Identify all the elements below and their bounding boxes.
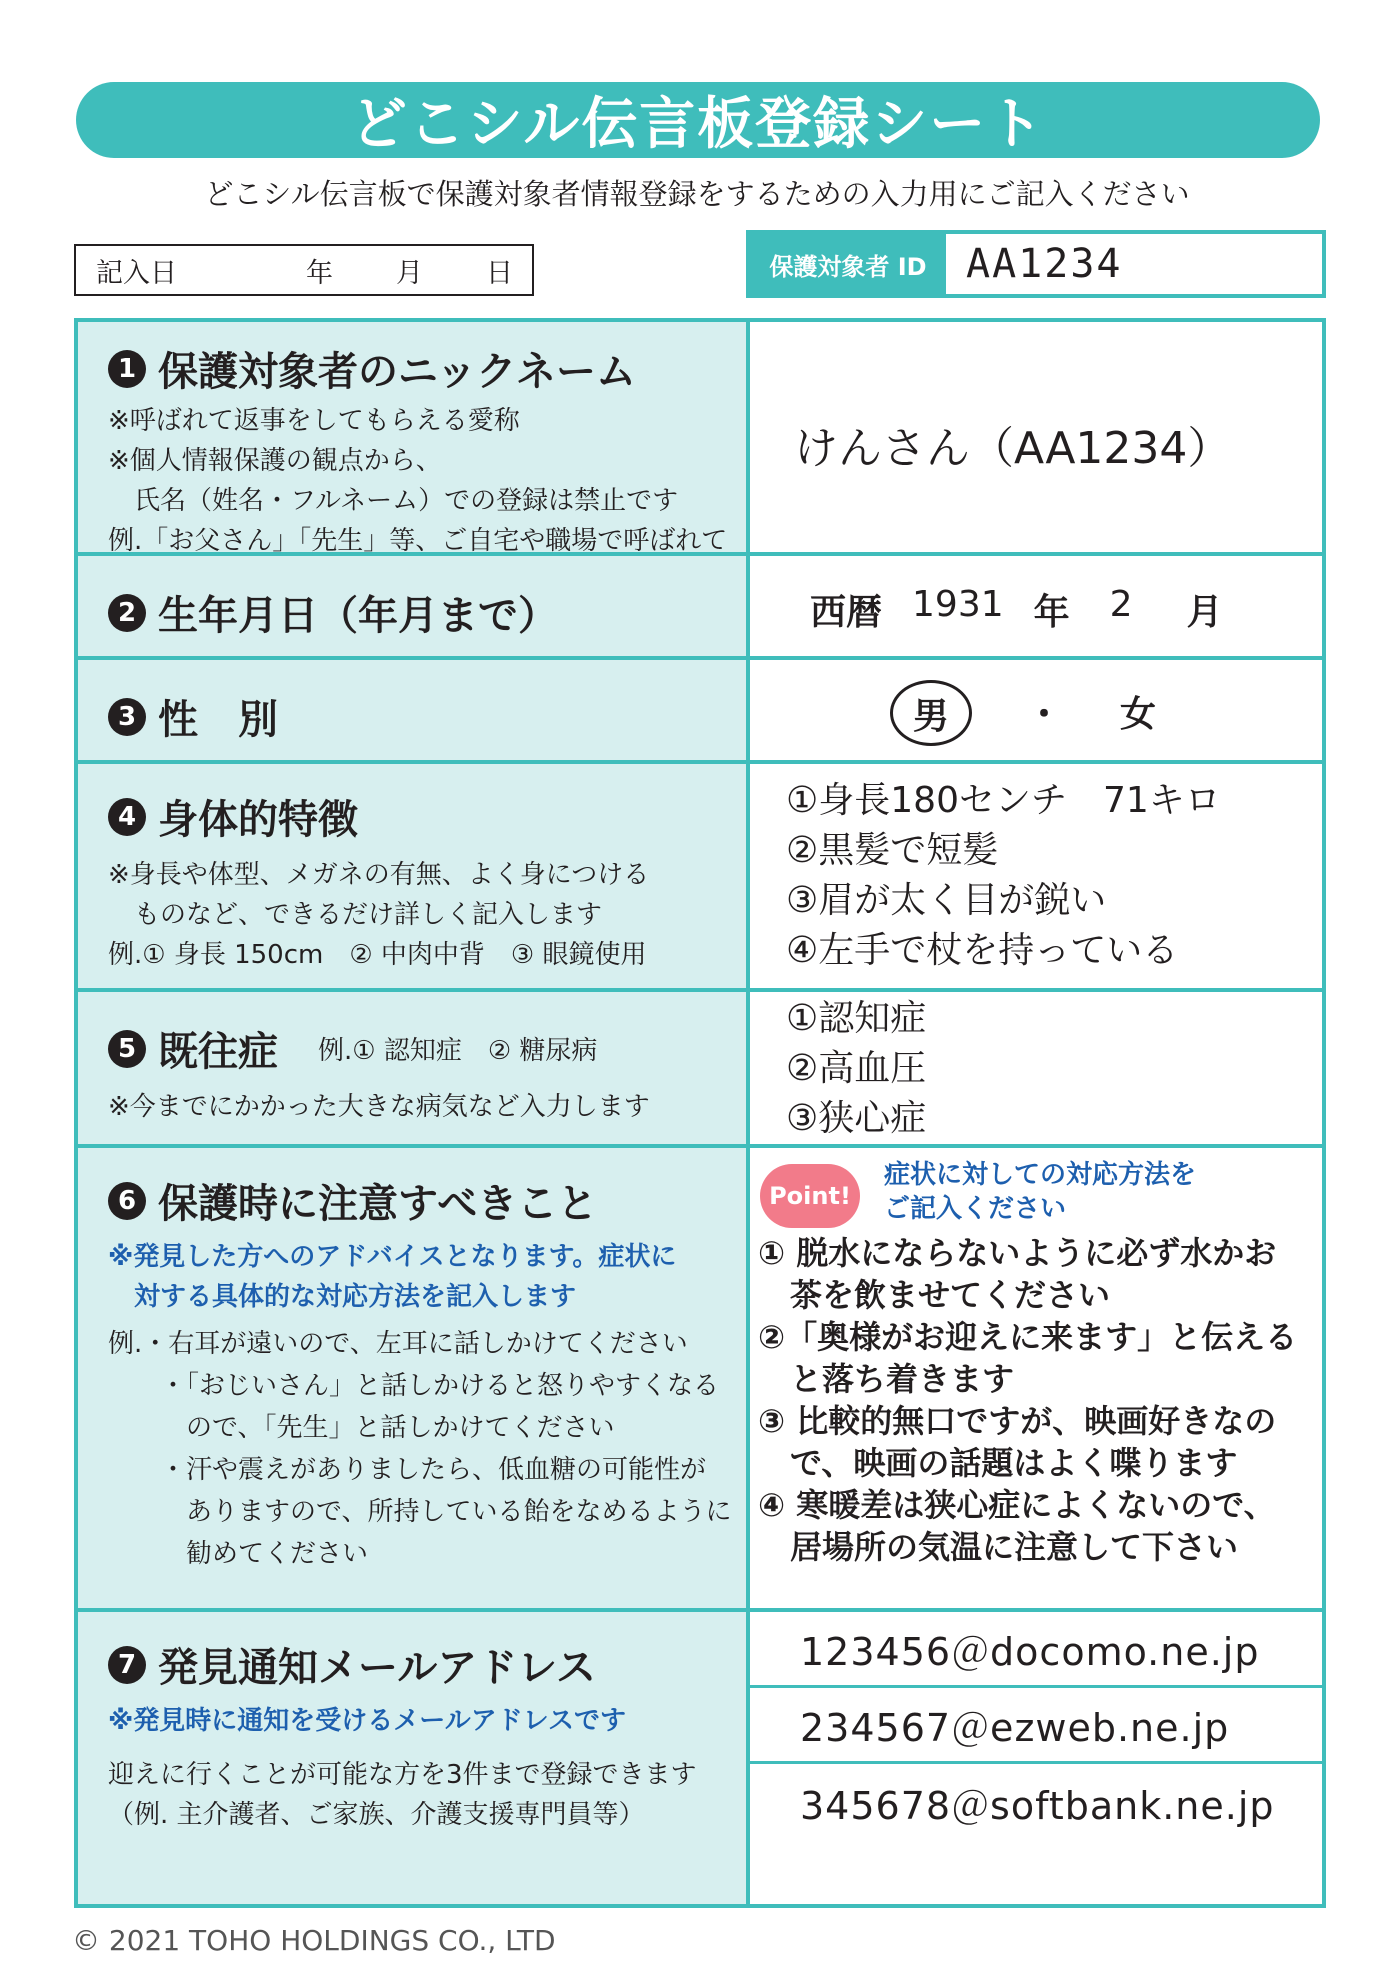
gender-separator: ・ [1026,694,1063,735]
protected-id-label: 保護対象者 ID [750,234,946,294]
protected-id-value[interactable]: AA1234 [966,241,1123,287]
caution-example: ありますので、所持している飴をなめるように [108,1497,732,1527]
caution-blue-note: 対する具体的な対応方法を記入します [108,1282,577,1312]
year-label: 年 [306,257,333,289]
row-history [78,992,1322,1148]
email-note: （例. 主介護者、ご家族、介護支援専門員等） [108,1800,645,1830]
entry-date-label: 記入日 [96,257,177,289]
email-address-1[interactable]: 123456＠docomo.ne.jp [750,1612,1322,1688]
caution-value: ① 脱水にならないように必ず水かお [758,1234,1277,1272]
physical-input[interactable] [750,764,1322,988]
number-badge: 1 [108,350,146,388]
caution-value: ④ 寒暖差は狭心症によくないので、 [758,1486,1276,1524]
era-label: 西暦 [810,592,883,633]
history-value: ①認知症 [786,998,927,1039]
year-unit: 年 [1033,592,1070,633]
month-label: 月 [396,257,423,289]
number-badge: 6 [108,1182,146,1220]
nickname-heading: 保護対象者のニックネーム [158,349,636,395]
history-value: ②高血圧 [786,1048,927,1089]
row-gender [78,660,1322,764]
gender-input[interactable] [750,660,1322,760]
email-address-3[interactable]: 345678＠softbank.ne.jp [800,1783,1275,1828]
email-note: 迎えに行くことが可能な方を3件まで登録できます [108,1760,697,1790]
caution-value: 居場所の気温に注意して下さい [758,1528,1239,1566]
birth-month: 2 [1109,584,1133,625]
number-badge: 5 [108,1030,146,1068]
number-badge: 3 [108,698,146,736]
nickname-value: けんさん（AA1234） [794,423,1232,474]
caution-example: 勧めてください [108,1539,369,1569]
month-unit: 月 [1186,592,1223,633]
point-text: ご記入ください [884,1194,1067,1224]
birth-year: 1931 [912,584,1004,625]
number-badge: 4 [108,798,146,836]
email-input-group [750,1612,1322,1904]
history-note: ※今までにかかった大きな病気など入力します [108,1092,650,1122]
physical-note: ※身長や体型、メガネの有無、よく身につける [108,860,650,890]
caution-input[interactable] [750,1148,1322,1608]
history-input[interactable] [750,992,1322,1144]
caution-example: ・「おじいさん」と話しかけると怒りやすくなる [108,1371,720,1401]
physical-note: ものなど、できるだけ詳しく記入します [108,900,603,930]
nickname-note: 例.「お父さん」「先生」等、ご自宅や職場で呼ばれて [108,526,728,556]
gender-male-circled[interactable]: 男 [890,680,972,746]
history-example: 例.① 認知症 ② 糖尿病 [318,1036,598,1066]
physical-note: 例.① 身長 150cm ② 中肉中背 ③ 眼鏡使用 [108,940,647,970]
caution-value: で、映画の話題はよく喋ります [758,1444,1238,1482]
caution-example: 例.・右耳が遠いので、左耳に話しかけてください [108,1329,688,1359]
physical-instructions [78,764,750,988]
history-heading: 既往症 [158,1029,278,1075]
history-instructions [78,992,750,1144]
caution-blue-note: ※発見した方へのアドバイスとなります。症状に [108,1242,677,1272]
entry-date-field[interactable] [74,244,534,296]
nickname-note: 氏名（姓名・フルネーム）での登録は禁止です [108,486,679,516]
physical-value: ①身長180センチ 71キロ [786,780,1221,821]
registration-form [74,318,1326,1908]
birth-heading: 生年月日（年月まで） [158,593,558,639]
protected-id-field[interactable] [746,230,1326,298]
email-address-2[interactable]: 234567＠ezweb.ne.jp [750,1688,1322,1764]
gender-female[interactable]: 女 [1120,694,1157,735]
point-text: 症状に対しての対応方法を [884,1160,1197,1190]
nickname-note: ※呼ばれて返事をしてもらえる愛称 [108,406,520,436]
caution-value: と落ち着きます [758,1360,1015,1398]
email-instructions [78,1612,750,1904]
point-badge: Point! [760,1164,860,1228]
gender-instructions [78,660,750,760]
row-physical [78,764,1322,992]
row-caution [78,1148,1322,1612]
email-heading: 発見通知メールアドレス [158,1645,596,1691]
physical-value: ④左手で杖を持っている [786,930,1179,971]
caution-value: ②「奥様がお迎えに来ます」と伝える [758,1318,1298,1356]
physical-heading: 身体的特徴 [158,797,358,843]
nickname-input[interactable] [750,322,1322,552]
nickname-note: ※個人情報保護の観点から、 [108,446,442,476]
caution-heading: 保護時に注意すべきこと [158,1181,598,1227]
sheet-subtitle: どこシル伝言板で保護対象者情報登録をするための入力用にご記入ください [204,177,1190,211]
caution-example: ので、「先生」と話しかけてください [108,1413,615,1443]
row-email [78,1612,1322,1904]
sheet-title: どこシル伝言板登録シート [76,82,1320,158]
number-badge: 2 [108,594,146,632]
nickname-instructions [78,322,750,556]
caution-example: ・汗や震えがありましたら、低血糖の可能性が [108,1455,707,1485]
caution-value: ③ 比較的無口ですが、映画好きなの [758,1402,1277,1440]
number-badge: 7 [108,1646,146,1684]
caution-instructions [78,1148,750,1608]
history-value: ③狭心症 [786,1098,927,1139]
copyright: © 2021 TOHO HOLDINGS CO., LTD [72,1924,556,1957]
birth-instructions [78,556,750,656]
row-nickname [78,322,1322,556]
gender-heading: 性 別 [158,697,278,743]
caution-value: 茶を飲ませてください [758,1276,1111,1314]
day-label: 日 [486,257,513,289]
row-birth [78,556,1322,660]
physical-value: ②黒髪で短髪 [786,830,999,871]
physical-value: ③眉が太く目が鋭い [786,880,1107,921]
email-blue-note: ※発見時に通知を受けるメールアドレスです [108,1706,626,1736]
birth-input[interactable] [750,556,1322,656]
